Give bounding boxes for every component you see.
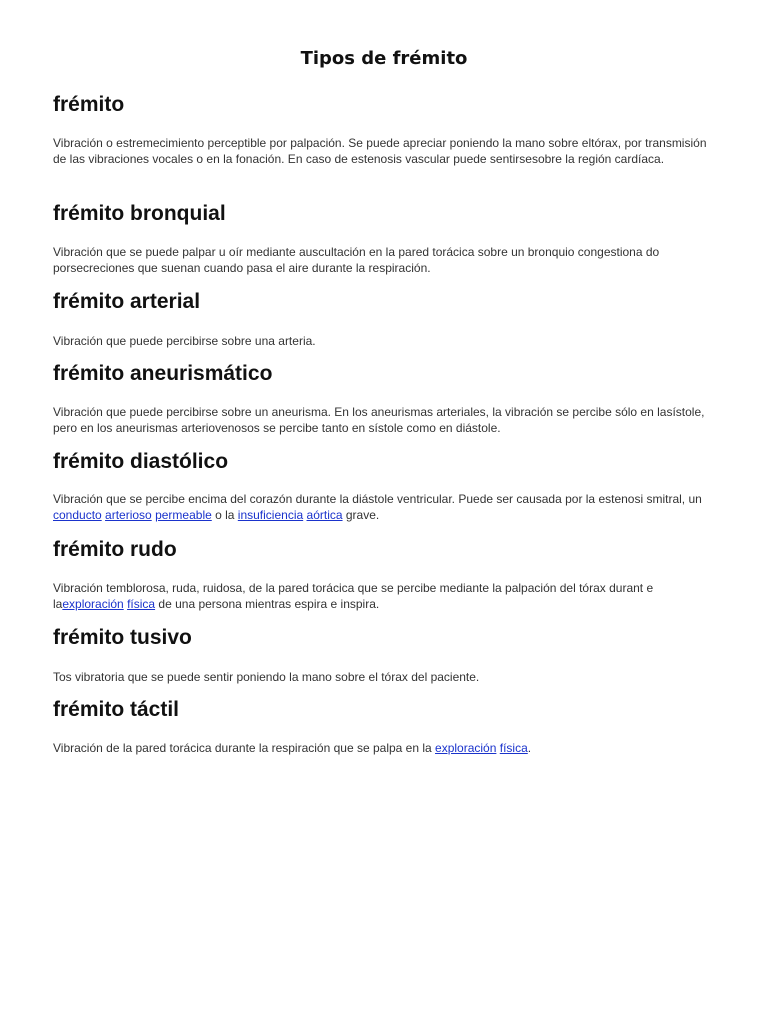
link-exploracion[interactable]: exploración	[435, 741, 497, 755]
section-heading: frémito aneurismático	[53, 362, 273, 385]
section-body	[53, 580, 708, 612]
section-body: Vibración que puede percibirse sobre una arteria.	[53, 334, 316, 348]
section-fremito-tactil	[53, 697, 708, 755]
body-text: Vibración que se percibe encima del corazón durante la diástole ventricular. Puede ser causada por la estenosi smitral, un	[53, 492, 702, 506]
body-text: Vibración de la pared torácica durante la respiración que se palpa en la	[53, 741, 436, 755]
link-fisica[interactable]: física	[127, 597, 156, 611]
section-body: Vibración o estremecimiento perceptible por palpación. Se puede apreciar poniendo la mano sobre eltórax, por transmisión de las vibraciones vocales o en la fonación. En caso de estenosis vascular puede sentirsesobre la región cardíaca.	[53, 136, 707, 166]
body-text: de una persona mientras espira e inspira.	[155, 597, 380, 611]
section-heading: frémito táctil	[53, 698, 180, 721]
link-exploracion[interactable]: exploración	[62, 597, 124, 611]
body-text: o la	[211, 508, 238, 522]
section-heading: frémito rudo	[53, 538, 177, 561]
link-fisica[interactable]: física	[499, 741, 528, 755]
link-insuficiencia[interactable]: insuficiencia	[237, 508, 304, 522]
section-fremito-arterial	[53, 289, 708, 348]
page-title: Tipos de frémito	[300, 48, 468, 69]
section-fremito-bronquial	[53, 201, 708, 275]
section-fremito	[53, 92, 708, 166]
section-body	[53, 491, 708, 523]
section-fremito-rudo	[53, 537, 708, 611]
section-heading: frémito tusivo	[53, 626, 192, 649]
section-body: Tos vibratoria que se puede sentir poniendo la mano sobre el tórax del paciente.	[53, 670, 480, 684]
section-body: Vibración que se puede palpar u oír mediante auscultación en la pared torácica sobre un bronquio congestiona do porsecreciones que suenan cuando pasa el aire durante la respiración.	[53, 245, 660, 275]
link-arterioso[interactable]: arterioso	[105, 508, 152, 522]
section-heading: frémito	[53, 93, 125, 116]
section-heading: frémito bronquial	[53, 202, 226, 225]
section-fremito-aneurismatico	[53, 361, 708, 435]
link-aortica[interactable]: aórtica	[306, 508, 343, 522]
section-fremito-diastolico	[53, 449, 708, 522]
body-text: Vibración temblorosa, ruda, ruidosa, de la pared torácica que se percibe mediante la palpación del tórax durant e la	[53, 581, 654, 611]
body-text: grave.	[342, 508, 380, 522]
section-body	[53, 740, 708, 756]
body-text: .	[527, 741, 532, 755]
section-body: Vibración que puede percibirse sobre un aneurisma. En los aneurismas arteriales, la vibración se percibe sólo en lasístole, pero en los aneurismas arteriovenosos se percibe tanto en sístole como en diástole.	[53, 405, 705, 435]
section-heading: frémito diastólico	[53, 450, 229, 473]
link-permeable[interactable]: permeable	[155, 508, 212, 522]
link-conducto[interactable]: conducto	[53, 508, 102, 522]
section-heading: frémito arterial	[53, 290, 201, 313]
section-fremito-tusivo	[53, 625, 708, 684]
